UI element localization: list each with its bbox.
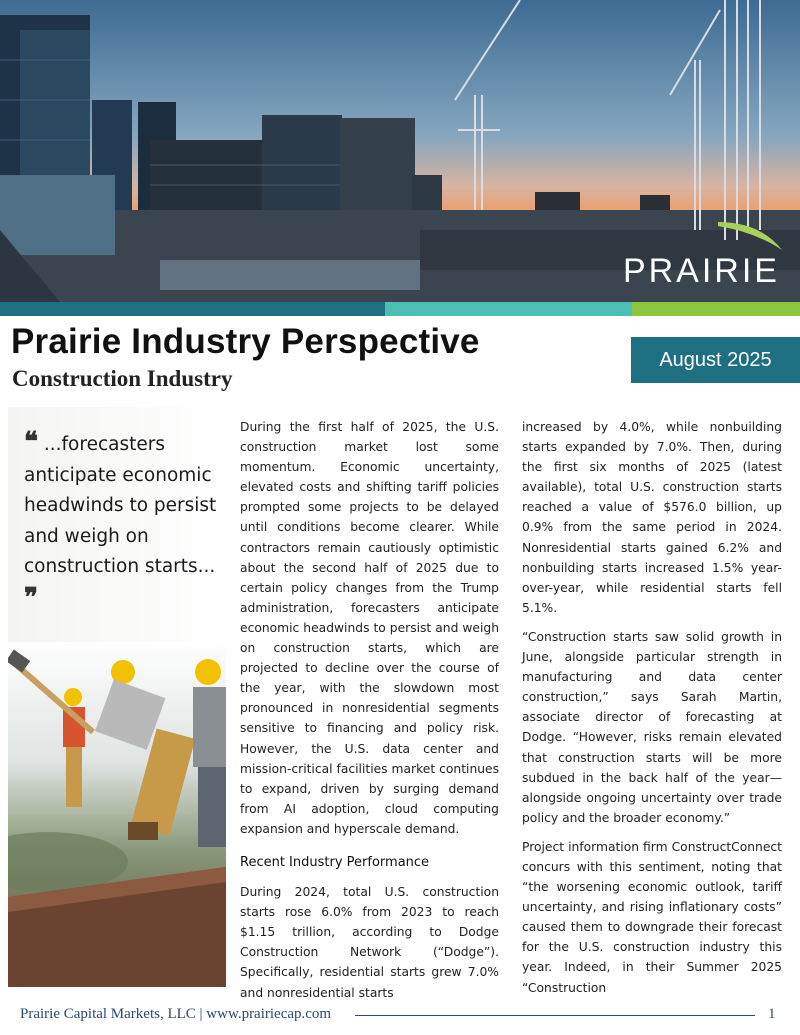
footer-divider (355, 1015, 755, 1016)
prairie-logo: PRAIRIE (622, 252, 780, 290)
page-number: 1 (768, 1006, 776, 1022)
section-heading: Recent Industry Performance (240, 854, 430, 870)
pull-quote-panel (8, 407, 226, 987)
pull-quote (24, 427, 224, 616)
open-quote-icon: ❝ (24, 427, 38, 457)
article-paragraph: During 2024, total U.S. construction starts rose 6.0% from 2023 to reach $1.15 trillion, according to Dodge Construction Network (“Dodge”). Specifically, residential starts grew 7.0% and nonresidential starts (240, 885, 499, 1000)
close-quote-icon: ❞ (24, 582, 38, 613)
article-paragraph: increased by 4.0%, while nonbuilding starts expanded by 7.0%. Then, during the first six months of 2025 (latest available), total U.S. construction starts reached a value of $576.0 billion, up 0.9% from the same period in 2024. Nonresidential starts gained 6.2% and nonbuilding starts increased 1.5% year-over-year, while residential starts fell 5.1%. (522, 420, 782, 615)
footer-company-link[interactable]: Prairie Capital Markets, LLC | www.prairiecap.com (20, 1006, 332, 1022)
article-column-2 (522, 417, 782, 1007)
hero-banner (0, 0, 800, 302)
pull-quote-text: ...forecasters anticipate economic headwinds to persist and weigh on construction starts... (24, 434, 217, 577)
article-paragraph: During the first half of 2025, the U.S. construction market lost some momentum. Economic uncertainty, elevated costs and shifting tariff policies prompted some projects to be delayed until conditions become clearer. While contractors remain cautiously optimistic about the second half of 2025 due to certain policy changes from the Trump administration, forecasters anticipate economic headwinds to persist and weigh on construction starts, which are projected to decline over the course of the year, with the slowdown most pronounced in nonresidential segments sensitive to financing and policy risk. However, the U.S. data center and mission-critical facilities market continues to expand, driven by surging demand from AI adoption, cloud computing expansion and hyperscale demand. (240, 420, 499, 836)
construction-workers-photo (8, 642, 226, 987)
article-paragraph: Project information firm ConstructConnect concurs with this sentiment, noting that “the worsening economic outlook, tariff uncertainty, and rising inflationary costs” caused them to downgrade their forecast for the U.S. construction industry this year. Indeed, in their Summer 2025 “Construction (522, 839, 782, 995)
article-paragraph: “Construction starts saw solid growth in June, alongside particular strength in manufacturing and data center construction,” says Sarah Martin, associate director of forecasting at Dodge. “However, risks remain elevated that construction starts will be more subdued in the back half of the year—alongside ongoing uncertainty over trade policy and the broader economy.” (522, 629, 782, 825)
accent-bar-teal-dark (0, 302, 385, 316)
page-title: Prairie Industry Perspective (11, 322, 480, 361)
page-subtitle: Construction Industry (12, 366, 233, 391)
date-badge: August 2025 (631, 337, 800, 383)
article-column-1 (240, 417, 499, 1012)
accent-bar-teal-light (385, 302, 632, 316)
accent-bar-green (632, 302, 800, 316)
